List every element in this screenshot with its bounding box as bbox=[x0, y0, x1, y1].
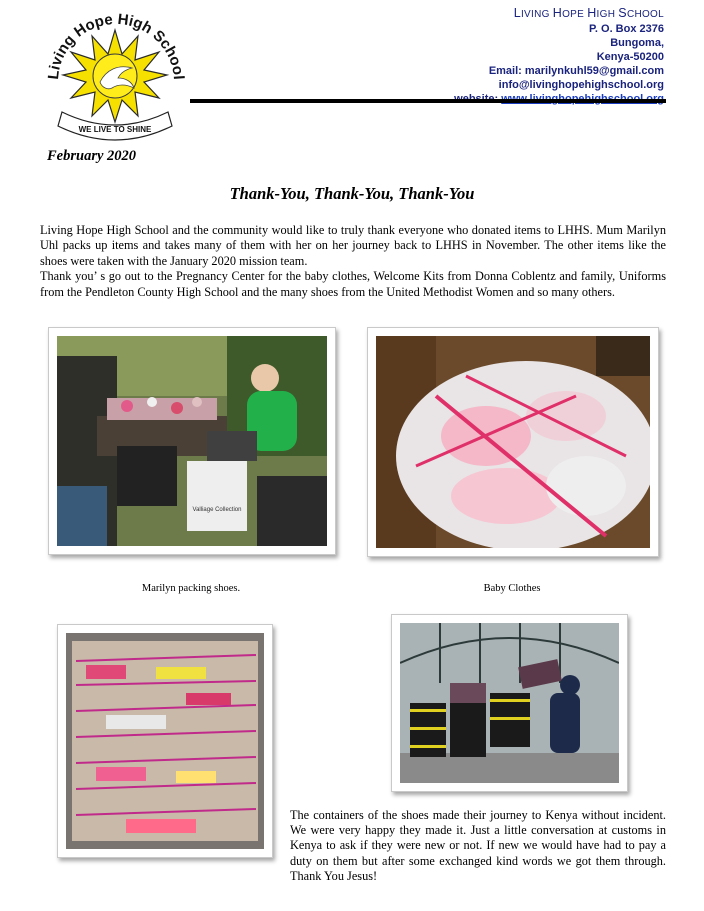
email-info: info@livinghopehighschool.org bbox=[498, 79, 664, 91]
photo-marilyn-packing bbox=[48, 327, 336, 555]
paragraph: Thank you’ s go out to the Pregnancy Center for the baby clothes, Welcome Kits from Donna Coblentz and family, Uniforms from the Pendleton County High School and the many shoes from the United Methodist Women and so many others. bbox=[40, 269, 666, 299]
bag-label: Valliage Collection bbox=[192, 507, 242, 513]
photo-caption: Marilyn packing shoes. bbox=[141, 583, 241, 594]
letterhead-contact bbox=[454, 6, 664, 106]
po-box: P. O. Box 2376 bbox=[588, 23, 664, 35]
closing-text: The containers of the shoes made their journey to Kenya without incident. We were very happy they made it. Just a little conversation at customs in Kenya to ask if they were new or not. If new we would have had to pay a duty on them but after some exchanged kind words we got them through. Thank You Jesus! bbox=[290, 808, 666, 883]
town: Bungoma, bbox=[610, 37, 664, 49]
photo-containers bbox=[391, 614, 628, 792]
email-primary: Email: marilynkuhl59@gmail.com bbox=[488, 65, 664, 77]
photo-caption: Baby Clothes bbox=[483, 583, 541, 594]
intro-text bbox=[40, 223, 666, 300]
postcode: Kenya-50200 bbox=[596, 51, 664, 63]
paragraph: Living Hope High School and the community would like to truly thank everyone who donated items to LHHS. Mum Marilyn Uhl packs up items and takes many of them with her on her journey back to LHHS in November. The other items like the shoes were taken with the January 2020 mission team. bbox=[40, 223, 666, 268]
logo-arc-text: Living Hope High School bbox=[44, 12, 187, 81]
logo-motto: WE LIVE TO SHINE bbox=[78, 125, 152, 134]
photo-baby-clothes bbox=[367, 327, 659, 557]
headline: Thank-You, Thank-You, Thank-You bbox=[229, 184, 475, 203]
school-logo bbox=[40, 12, 190, 150]
newsletter-date: February 2020 bbox=[47, 148, 137, 164]
sun-icon bbox=[63, 30, 167, 122]
photo-shoes-in-bags bbox=[57, 624, 273, 858]
school-name: LIVING HOPE HIGH SCHOOL bbox=[513, 6, 664, 20]
letterhead-divider bbox=[190, 99, 666, 103]
